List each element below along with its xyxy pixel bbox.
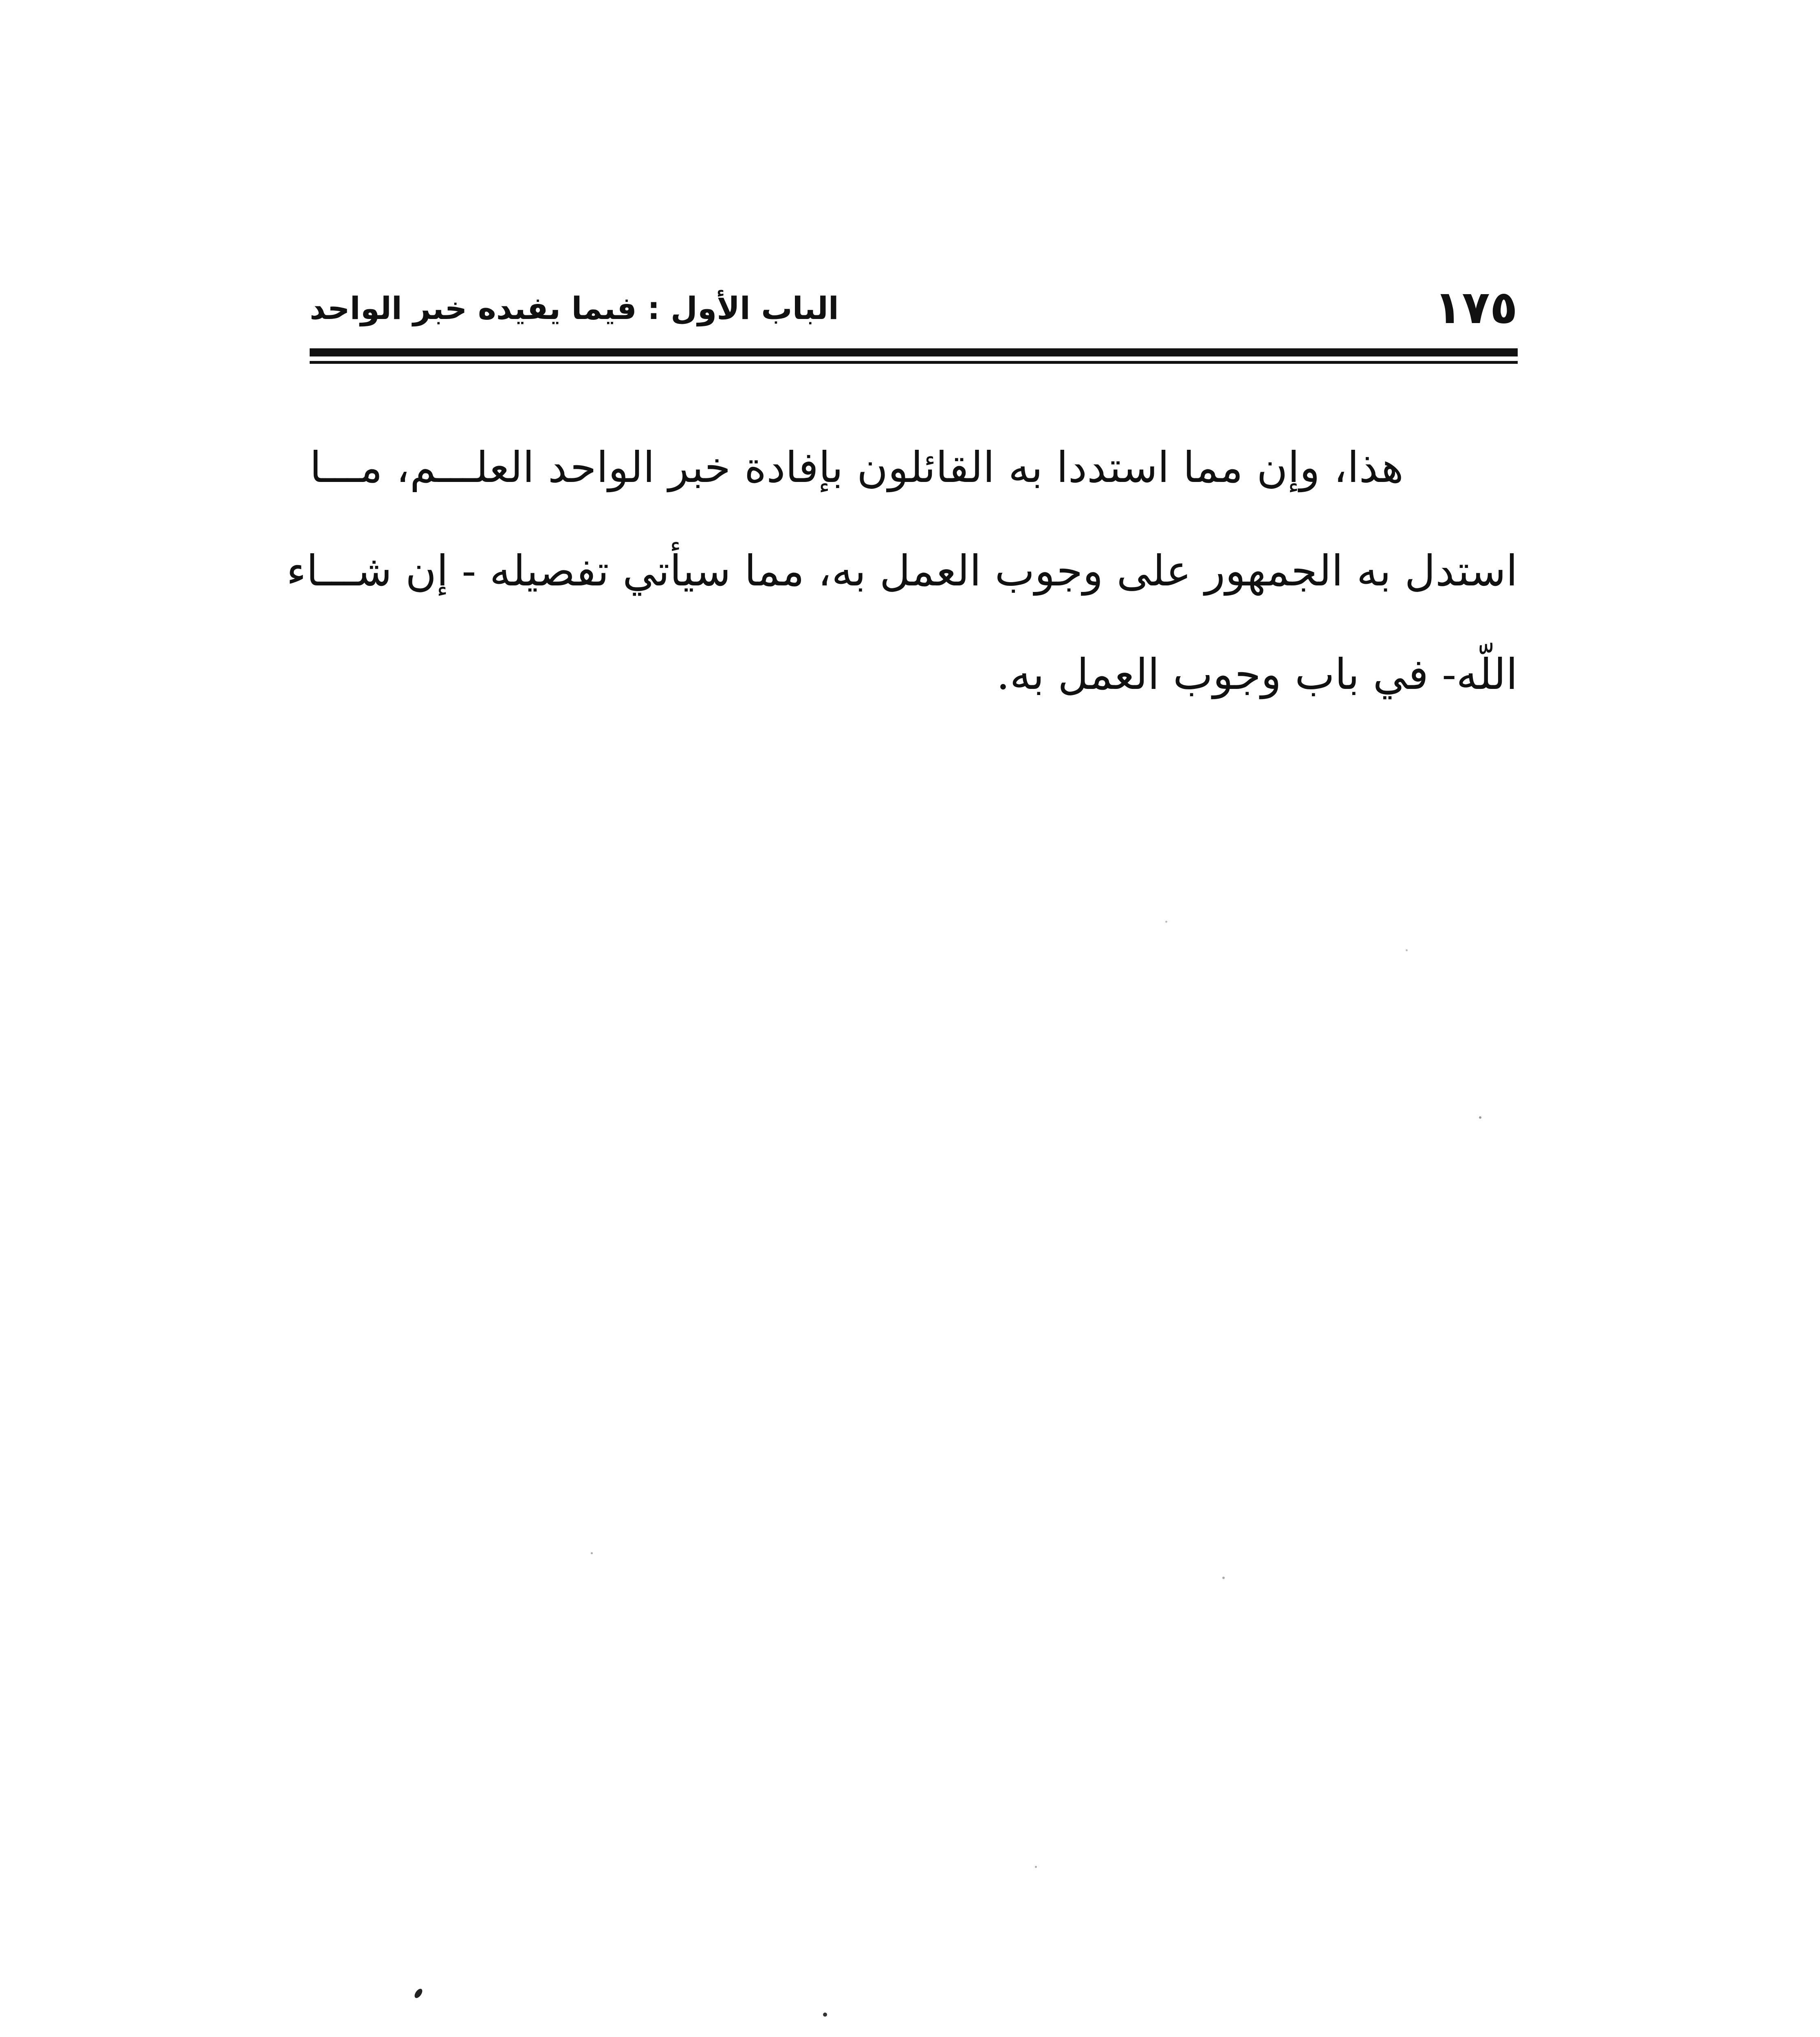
page-header: [310, 277, 1518, 342]
body-paragraph: [286, 416, 1518, 726]
paragraph-line: اللّه- في باب وجوب العمل به.: [996, 649, 1518, 699]
paragraph-line: هذا، وإن مما استددا به القائلون بإفادة خبر الواحد العلـــم، مـــا: [310, 442, 1404, 492]
header-rule-thick: [310, 348, 1518, 356]
running-title: الباب الأول : فيما يفيده خبر الواحد: [310, 290, 839, 326]
scan-speck: [591, 1552, 593, 1554]
paragraph-line: استدل به الجمهور على وجوب العمل به، مما سيأتي تفصيله - إن شـــاء: [286, 546, 1518, 596]
scan-speck: [823, 2013, 827, 2017]
scan-speck: [1479, 1116, 1481, 1119]
header-rule-thin: [310, 361, 1518, 364]
page-number: ١٧٥: [1434, 281, 1518, 334]
scan-speck: [1165, 921, 1167, 923]
scan-speck: [1035, 1866, 1037, 1868]
scan-speck: [1222, 1577, 1225, 1579]
scan-speck: [1406, 949, 1408, 951]
scan-speck: [413, 1987, 424, 1999]
